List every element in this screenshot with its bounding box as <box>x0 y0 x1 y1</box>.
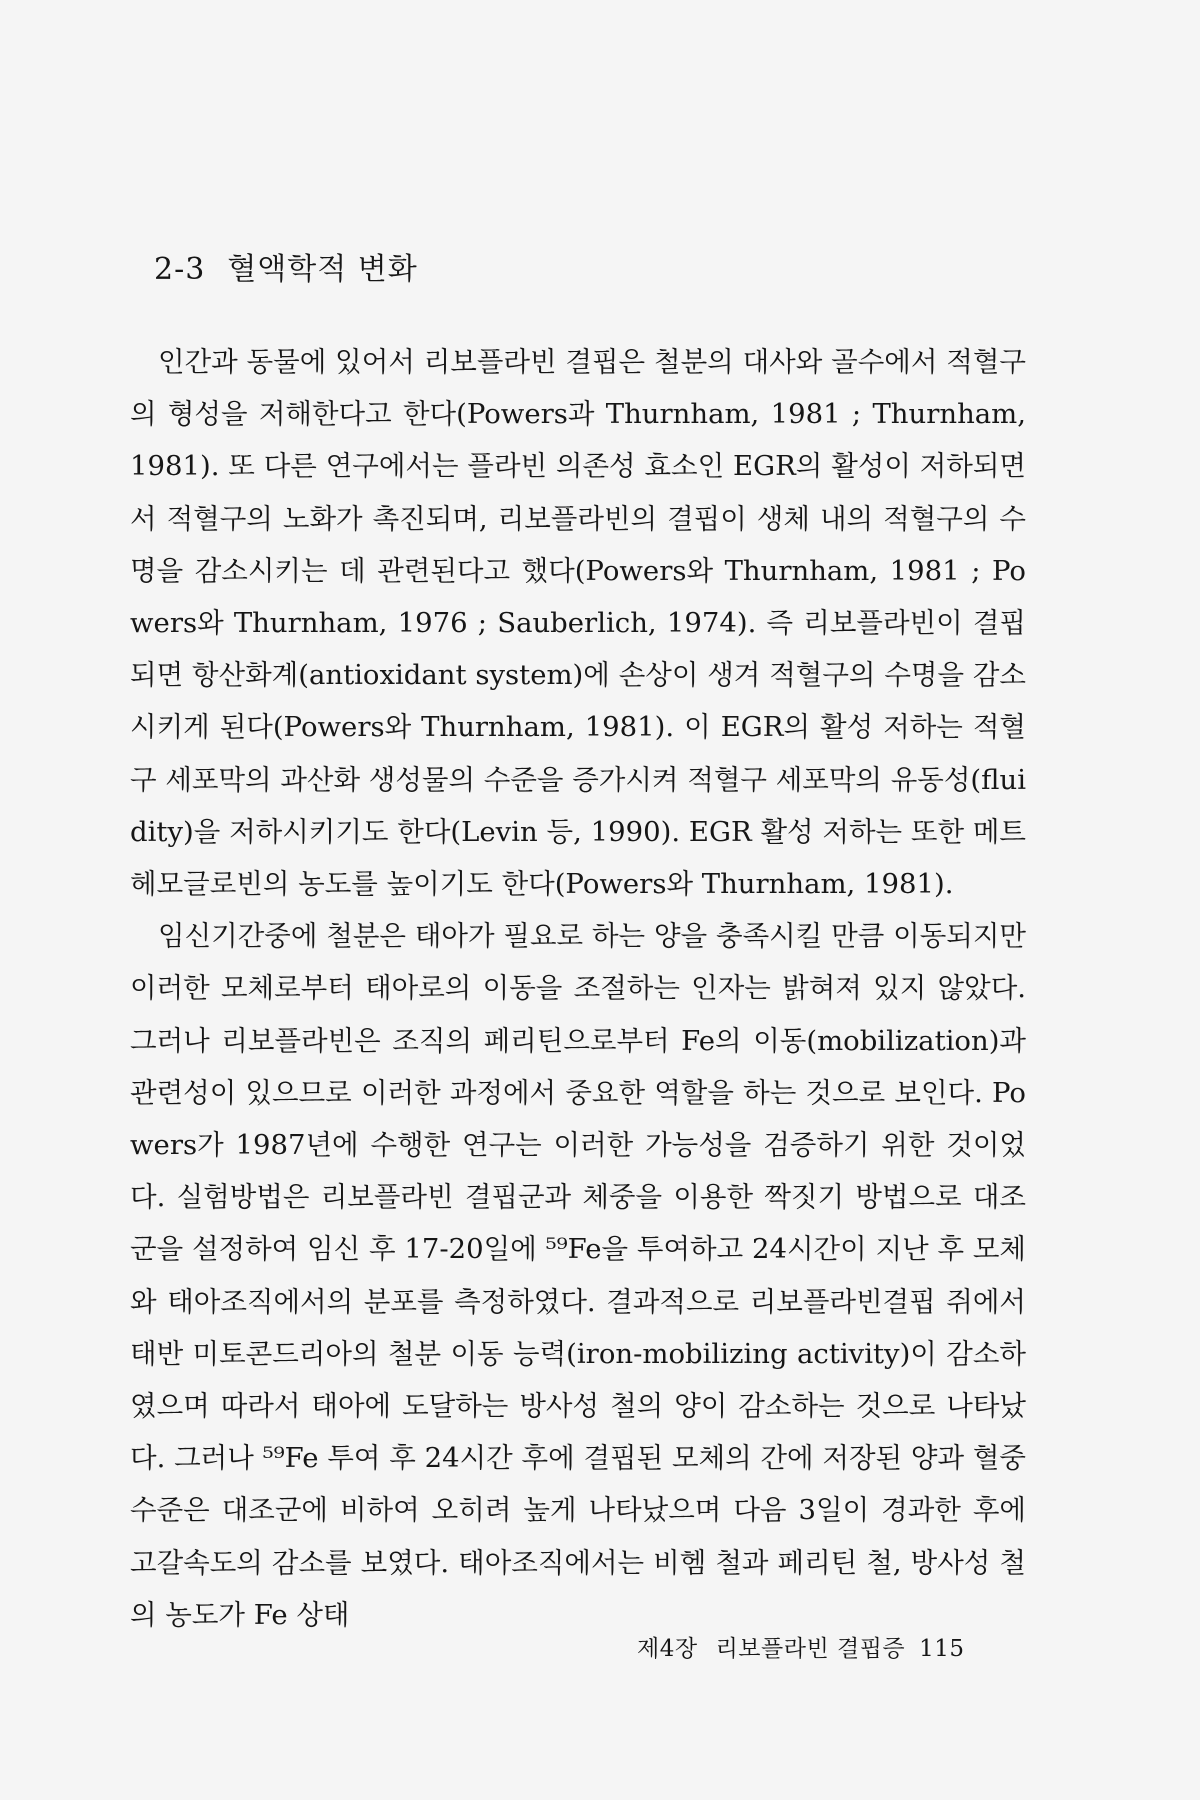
body-text <box>130 336 1026 1641</box>
section-title: 혈액학적 변화 <box>227 252 418 287</box>
paragraph-2: 임신기간중에 철분은 태아가 필요로 하는 양을 충족시킬 만큼 이동되지만 이러한 모체로부터 태아로의 이동을 조절하는 인자는 밝혀져 있지 않았다. 그러나 리보플라빈은 조직의 페리틴으로부터 Fe의 이동(mobilization)과 관련성이 있으므로 이러한 과정에서 중요한 역할을 하는 것으로 보인다. Powers가 1987년에 수행한 연구는 이러한 가능성을 검증하기 위한 것이었다. 실험방법은 리보플라빈 결핍군과 체중을 이용한 짝짓기 방법으로 대조군을 설정하여 임신 후 17-20일에 ⁵⁹Fe을 투여하고 24시간이 지난 후 모체와 태아조직에서의 분포를 측정하였다. 결과적으로 리보플라빈결핍 쥐에서 태반 미토콘드리아의 철분 이동 능력(iron-mobilizing activity)이 감소하였으며 따라서 태아에 도달하는 방사성 철의 양이 감소하는 것으로 나타났다. 그러나 ⁵⁹Fe 투여 후 24시간 후에 결핍된 모체의 간에 저장된 양과 혈중 수준은 대조군에 비하여 오히려 높게 나타났으며 다음 3일이 경과한 후에 고갈속도의 감소를 보였다. 태아조직에서는 비헴 철과 페리틴 철, 방사성 철의 농도가 Fe 상태 <box>130 920 1026 1631</box>
section-heading <box>154 244 418 288</box>
section-number: 2-3 <box>154 252 206 287</box>
footer-chapter: 제4장 <box>637 1636 698 1662</box>
running-footer <box>637 1630 965 1663</box>
footer-title: 리보플라빈 결핍증 <box>715 1636 906 1662</box>
page-number: 115 <box>919 1636 965 1662</box>
paragraph-1: 인간과 동물에 있어서 리보플라빈 결핍은 철분의 대사와 골수에서 적혈구의 형성을 저해한다고 한다(Powers과 Thurnham, 1981 ; Thurnham, 1981). 또 다른 연구에서는 플라빈 의존성 효소인 EGR의 활성이 저하되면서 적혈구의 노화가 촉진되며, 리보플라빈의 결핍이 생체 내의 적혈구의 수명을 감소시키는 데 관련된다고 했다(Powers와 Thurnham, 1981 ; Powers와 Thurnham, 1976 ; Sauberlich, 1974). 즉 리보플라빈이 결핍되면 항산화계(antioxidant system)에 손상이 생겨 적혈구의 수명을 감소시키게 된다(Powers와 Thurnham, 1981). 이 EGR의 활성 저하는 적혈구 세포막의 과산화 생성물의 수준을 증가시켜 적혈구 세포막의 유동성(fluidity)을 저하시키기도 한다(Levin 등, 1990). EGR 활성 저하는 또한 메트헤모글로빈의 농도를 높이기도 한다(Powers와 Thurnham, 1981). <box>130 346 1026 901</box>
